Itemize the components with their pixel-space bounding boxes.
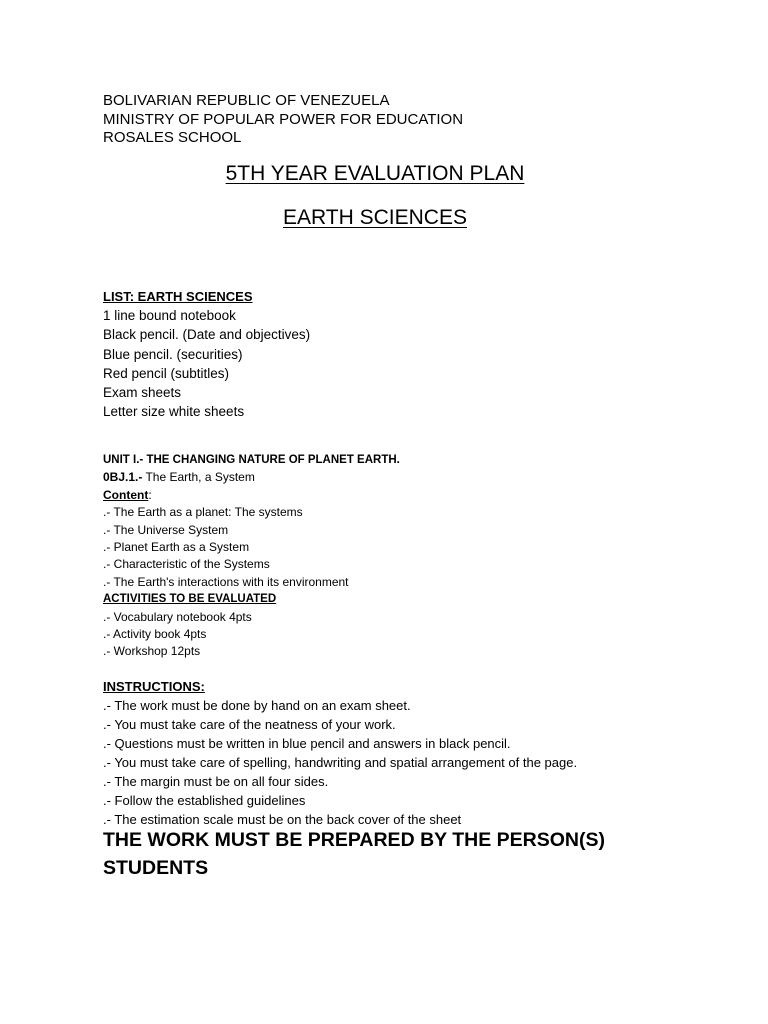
list-item: .- You must take care of spelling, handwriting and spatial arrangement of the page. [103,755,578,770]
unit-section [103,452,400,661]
list-item: Exam sheets [103,385,182,401]
instructions-section [103,677,577,829]
list-item: .- Activity book 4pts [103,627,207,642]
unit-title: UNIT I.- THE CHANGING NATURE OF PLANET EARTH. [103,454,400,466]
school-header [103,92,463,148]
list-item: .- The work must be done by hand on an exam sheet. [103,698,411,713]
list-item: .- Vocabulary notebook 4pts [103,609,252,624]
list-item: .- Characteristic of the Systems [103,557,270,572]
content-colon: : [148,487,152,502]
instructions-heading: INSTRUCTIONS: [103,679,205,694]
list-item: Blue pencil. (securities) [103,346,243,362]
header-school: ROSALES SCHOOL [103,129,242,146]
objective-line [103,469,400,486]
content-label: Content [103,487,149,502]
list-item: .- The estimation scale must be on the back cover of the sheet [103,812,462,827]
subject-title: EARTH SCIENCES [283,206,467,229]
list-item: .- Questions must be written in blue pencil and answers in black pencil. [103,736,511,751]
header-country: BOLIVARIAN REPUBLIC OF VENEZUELA [103,92,390,109]
objective-label: 0BJ.1.- [103,470,143,485]
list-item: .- You must take care of the neatness of your work. [103,717,396,732]
header-ministry: MINISTRY OF POPULAR POWER FOR EDUCATION [103,110,464,128]
list-item: .- The Earth as a planet: The systems [103,505,303,520]
objective-text: The Earth, a System [142,470,255,485]
list-item: Black pencil. (Date and objectives) [103,327,311,343]
supply-list-heading: LIST: EARTH SCIENCES [103,289,253,304]
list-item: .- The Earth's interactions with its environment [103,574,349,589]
content-heading [103,487,400,504]
list-item: .- Planet Earth as a System [103,540,250,555]
list-item: .- Follow the established guidelines [103,793,306,808]
list-item: 1 line bound notebook [103,308,236,324]
supply-list [103,287,310,421]
list-item: .- The margin must be on all four sides. [103,774,329,789]
list-item: Red pencil (subtitles) [103,365,230,381]
list-item: Letter size white sheets [103,404,245,420]
document-title: 5TH YEAR EVALUATION PLAN [225,162,525,185]
list-item: .- The Universe System [103,522,229,537]
list-item: .- Workshop 12pts [103,644,201,659]
activities-heading: ACTIVITIES TO BE EVALUATED [103,593,277,606]
final-note: THE WORK MUST BE PREPARED BY THE PERSON(S) STUDENTS [103,829,605,879]
